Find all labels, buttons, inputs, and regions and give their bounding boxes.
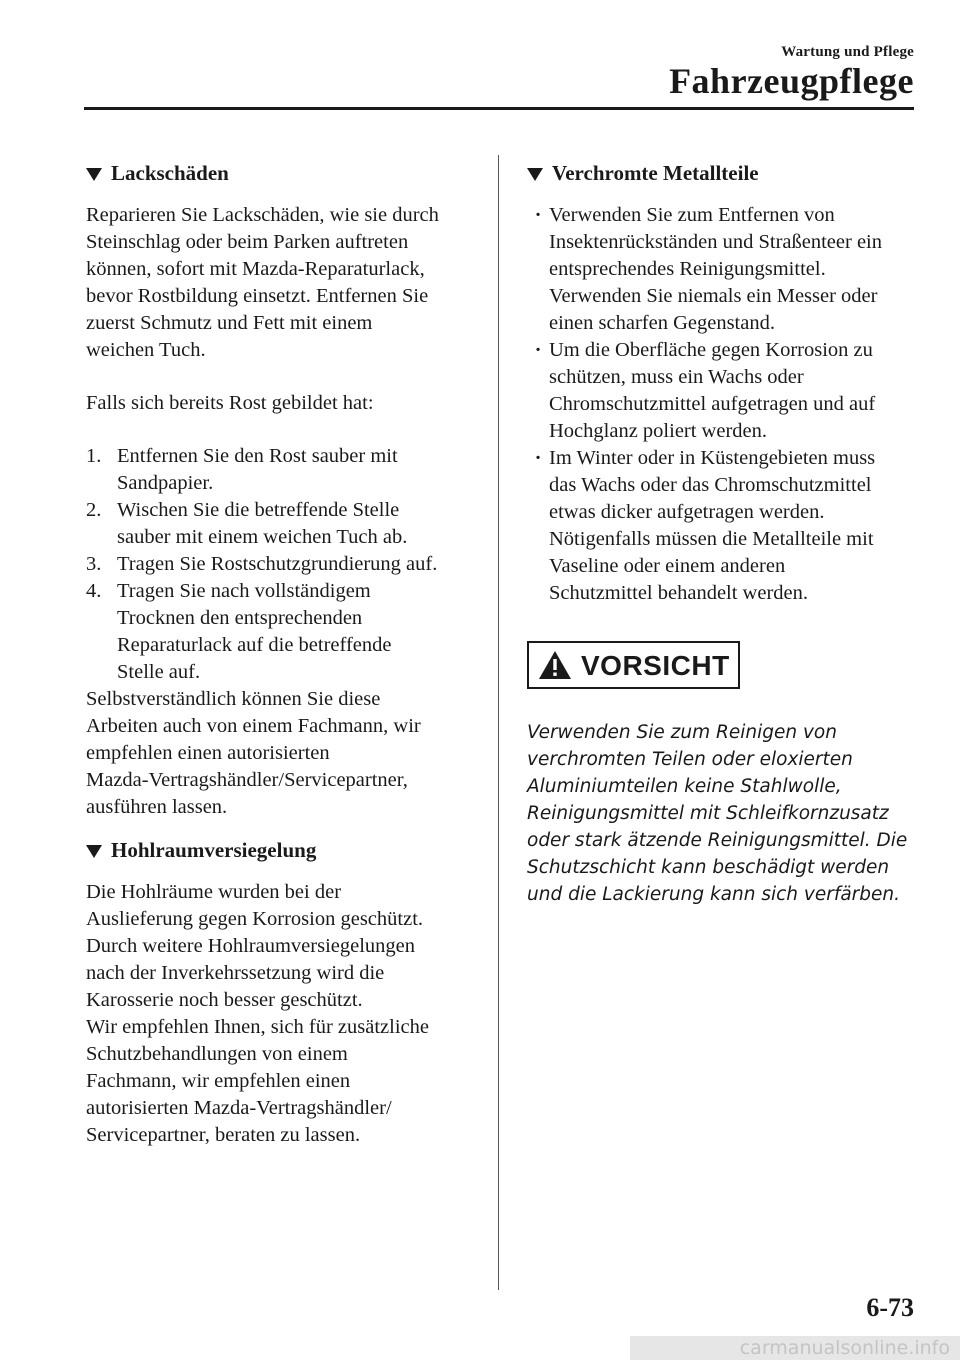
text-line: Sandpapier. bbox=[117, 472, 214, 494]
text-line: einen scharfen Gegenstand. bbox=[549, 312, 775, 334]
text-line: Arbeiten auch von einem Fachmann, wir bbox=[86, 715, 421, 737]
text-line: schützen, muss ein Wachs oder bbox=[549, 366, 804, 388]
text-line: Durch weitere Hohlraumversiegelungen bbox=[86, 935, 416, 957]
text-line: Schutzmittel behandelt werden. bbox=[549, 582, 809, 604]
text-line: das Wachs oder das Chromschutzmittel bbox=[549, 474, 872, 496]
text-line: Wischen Sie die betreffende Stelle bbox=[117, 499, 400, 521]
text-line: Karosserie noch besser geschützt. bbox=[86, 989, 363, 1011]
list-item bbox=[527, 445, 917, 607]
text-line: Mazda-Vertragshändler/Servicepartner, bbox=[86, 769, 408, 791]
left-column bbox=[86, 158, 478, 1149]
text-line: Tragen Sie Rostschutzgrundierung auf. bbox=[117, 553, 438, 575]
right-column bbox=[527, 158, 917, 908]
step-text bbox=[117, 551, 437, 578]
list-item bbox=[527, 202, 917, 337]
chrome-bullet-list bbox=[527, 202, 917, 607]
text-line: zuerst Schmutz und Fett mit einem bbox=[86, 312, 373, 334]
heading-hohlraum: Hohlraumversiegelung bbox=[86, 835, 478, 865]
text-line: Fachmann, wir empfehlen einen bbox=[86, 1070, 351, 1092]
list-item bbox=[86, 551, 478, 578]
bullet-icon: · bbox=[534, 204, 542, 226]
step-text bbox=[117, 578, 392, 686]
text-line: weichen Tuch. bbox=[86, 339, 206, 361]
text-line: Steinschlag oder beim Parken auftreten bbox=[86, 231, 409, 253]
text-line: empfehlen einen autorisierten bbox=[86, 742, 330, 764]
list-item bbox=[86, 578, 478, 686]
triangle-down-icon bbox=[527, 168, 543, 181]
text-line: können, sofort mit Mazda-Reparaturlack, bbox=[86, 258, 425, 280]
text-line: Servicepartner, beraten zu lassen. bbox=[86, 1124, 361, 1146]
bullet-icon: · bbox=[534, 339, 542, 361]
text-line: Schutzschicht kann beschädigt werden bbox=[527, 857, 890, 878]
text-line: Stelle auf. bbox=[117, 661, 201, 683]
step-number: 2. bbox=[86, 499, 102, 521]
triangle-down-icon bbox=[86, 845, 102, 858]
text-line: Wir empfehlen Ihnen, sich für zusätzliche bbox=[86, 1016, 429, 1038]
text-line: etwas dicker aufgetragen werden. bbox=[549, 501, 825, 523]
text-line: Reparaturlack auf die betreffende bbox=[117, 634, 392, 656]
text-line: autorisierten Mazda-Vertragshändler/ bbox=[86, 1097, 392, 1119]
heading-chrome: Verchromte Metallteile bbox=[527, 158, 917, 188]
text-line: nach der Inverkehrssetzung wird die bbox=[86, 962, 385, 984]
list-item bbox=[86, 443, 478, 497]
text-line: Verwenden Sie niemals ein Messer oder bbox=[549, 285, 878, 307]
step-number: 1. bbox=[86, 445, 102, 467]
text-line: oder stark ätzende Reinigungsmittel. Die bbox=[527, 830, 908, 851]
text-line: ausführen lassen. bbox=[86, 796, 228, 818]
text-line: Im Winter oder in Küstengebieten muss bbox=[549, 447, 876, 469]
bullet-icon: · bbox=[534, 447, 542, 469]
header-rule bbox=[84, 107, 914, 110]
list-item bbox=[527, 337, 917, 445]
warning-label: VORSICHT bbox=[581, 649, 730, 681]
text-line: Verwenden Sie zum Reinigen von bbox=[527, 722, 837, 743]
text-line: Schutzbehandlungen von einem bbox=[86, 1043, 348, 1065]
lack-paragraph bbox=[86, 202, 478, 364]
warning-triangle-icon bbox=[537, 649, 573, 681]
text-line: Selbstverständlich können Sie diese bbox=[86, 688, 381, 710]
text-line: Trocknen den entsprechenden bbox=[117, 607, 363, 629]
text-line: und die Lackierung kann sich verfärben. bbox=[527, 884, 901, 905]
step-text bbox=[117, 497, 407, 551]
step-text bbox=[117, 443, 398, 497]
after-steps-paragraph bbox=[86, 686, 478, 821]
hohl-paragraph bbox=[86, 879, 478, 1149]
text-line: Vaseline oder einem anderen bbox=[549, 555, 786, 577]
text-line: bevor Rostbildung einsetzt. Entfernen Sie bbox=[86, 285, 429, 307]
text-line: verchromten Teilen oder eloxierten bbox=[527, 749, 853, 770]
triangle-down-icon bbox=[86, 168, 102, 181]
text-line: Die Hohlräume wurden bei der bbox=[86, 881, 342, 903]
warning-badge bbox=[527, 641, 740, 689]
text-line: Tragen Sie nach vollständigem bbox=[117, 580, 371, 602]
heading-lackschaeden: Lackschäden bbox=[86, 158, 478, 188]
text-line: Hochglanz poliert werden. bbox=[549, 420, 768, 442]
text-line: Verwenden Sie zum Entfernen von bbox=[549, 204, 835, 226]
text-line: Chromschutzmittel aufgetragen und auf bbox=[549, 393, 876, 415]
bullet-text bbox=[549, 337, 875, 445]
list-item bbox=[86, 497, 478, 551]
warning-text bbox=[527, 719, 917, 908]
text-line: Aluminiumteilen keine Stahlwolle, bbox=[527, 776, 842, 797]
text-line: Nötigenfalls müssen die Metallteile mit bbox=[549, 528, 874, 550]
watermark: carmanualsonline.info bbox=[630, 1336, 960, 1360]
step-number: 4. bbox=[86, 580, 102, 602]
bullet-text bbox=[549, 202, 882, 337]
text-line: Reinigungsmittel mit Schleifkornzusatz bbox=[527, 803, 889, 824]
text-line: Auslieferung gegen Korrosion geschützt. bbox=[86, 908, 424, 930]
rust-steps-list bbox=[86, 443, 478, 686]
page-number: 6-73 bbox=[866, 1293, 914, 1322]
page-title: Fahrzeugpflege bbox=[669, 61, 914, 101]
text-line: Um die Oberfläche gegen Korrosion zu bbox=[549, 339, 873, 361]
bullet-text bbox=[549, 445, 875, 607]
text-line: Entfernen Sie den Rost sauber mit bbox=[117, 445, 398, 467]
header-section: Wartung und Pflege bbox=[781, 44, 914, 60]
text-line: sauber mit einem weichen Tuch ab. bbox=[117, 526, 408, 548]
text-line: entsprechendes Reinigungsmittel. bbox=[549, 258, 826, 280]
step-number: 3. bbox=[86, 553, 102, 575]
rust-intro: Falls sich bereits Rost gebildet hat: bbox=[86, 392, 374, 414]
text-line: Insektenrückständen und Straßenteer ein bbox=[549, 231, 883, 253]
column-divider bbox=[498, 155, 499, 1290]
text-line: Reparieren Sie Lackschäden, wie sie durch bbox=[86, 204, 439, 226]
